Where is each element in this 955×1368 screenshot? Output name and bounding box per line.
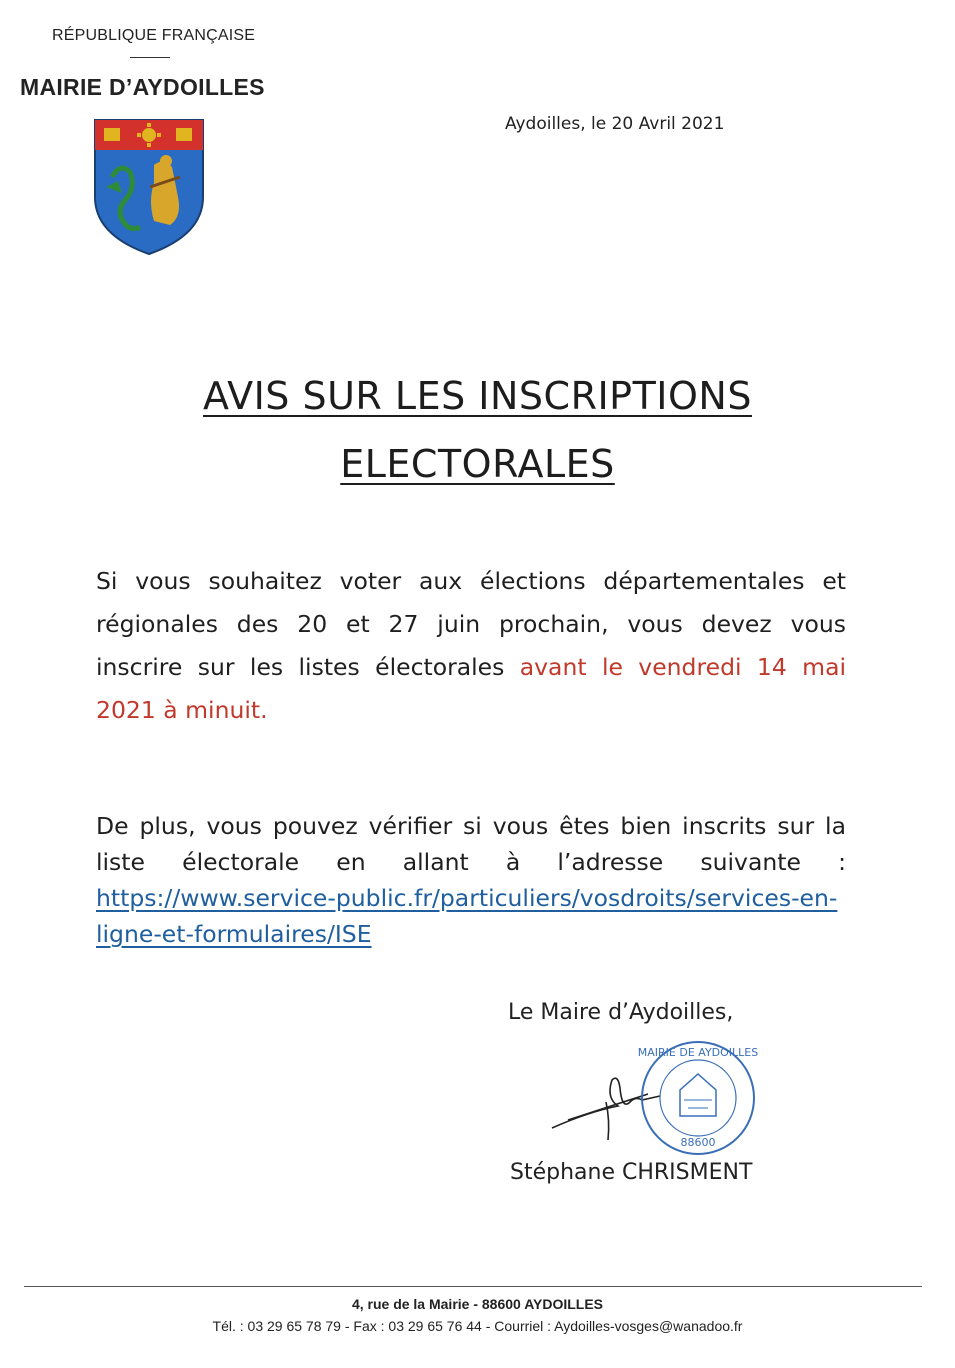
deadline-highlight-end: 2021 à minuit. [96, 696, 268, 724]
paragraph-line: liste électorale en allant à l’adresse suivante : [96, 848, 846, 876]
republique-francaise-label: RÉPUBLIQUE FRANÇAISE [52, 27, 256, 44]
date-line: Aydoilles, le 20 Avril 2021 [505, 114, 725, 134]
paragraph-line [96, 646, 846, 689]
paragraph-line: Si vous souhaitez voter aux élections départementales et [96, 567, 846, 595]
footer-contact: Tél. : 03 29 65 78 79 - Fax : 03 29 65 76 44 - Courriel : Aydoilles-vosges@wanadoo.fr [212, 1318, 743, 1334]
service-public-link-line-1[interactable] [96, 880, 846, 916]
mairie-heading: MAIRIE D’AYDOILLES [20, 74, 265, 100]
deadline-highlight: avant le vendredi 14 mai [519, 653, 846, 681]
notice-title-line-1: AVIS SUR LES INSCRIPTIONS [203, 374, 752, 418]
footer-divider [24, 1286, 922, 1287]
signature-and-seal [548, 1040, 768, 1160]
header-divider [130, 57, 170, 58]
service-public-link-line-2[interactable] [96, 916, 846, 952]
notice-title-line-2: ELECTORALES [340, 442, 615, 486]
coat-of-arms-icon [92, 117, 206, 257]
verification-paragraph [96, 808, 846, 952]
service-public-link-continued[interactable]: ligne-et-formulaires/ISE [96, 920, 372, 948]
paragraph-line: régionales des 20 et 27 juin prochain, vous devez vous [96, 610, 846, 638]
paragraph-text: inscrire sur les listes électorales [96, 653, 520, 681]
registration-paragraph [96, 560, 846, 732]
footer-address: 4, rue de la Mairie - 88600 AYDOILLES [351, 1296, 604, 1312]
seal-code: 88600 [680, 1136, 716, 1149]
paragraph-line: De plus, vous pouvez vérifier si vous êtes bien inscrits sur la [96, 812, 846, 840]
signer-name: Stéphane CHRISMENT [510, 1160, 753, 1185]
seal-text: MAIRIE DE AYDOILLES [637, 1046, 759, 1059]
signer-title: Le Maire d’Aydoilles, [508, 1000, 734, 1025]
service-public-link[interactable]: https://www.service-public.fr/particuliers/vosdroits/services-en- [96, 884, 838, 912]
